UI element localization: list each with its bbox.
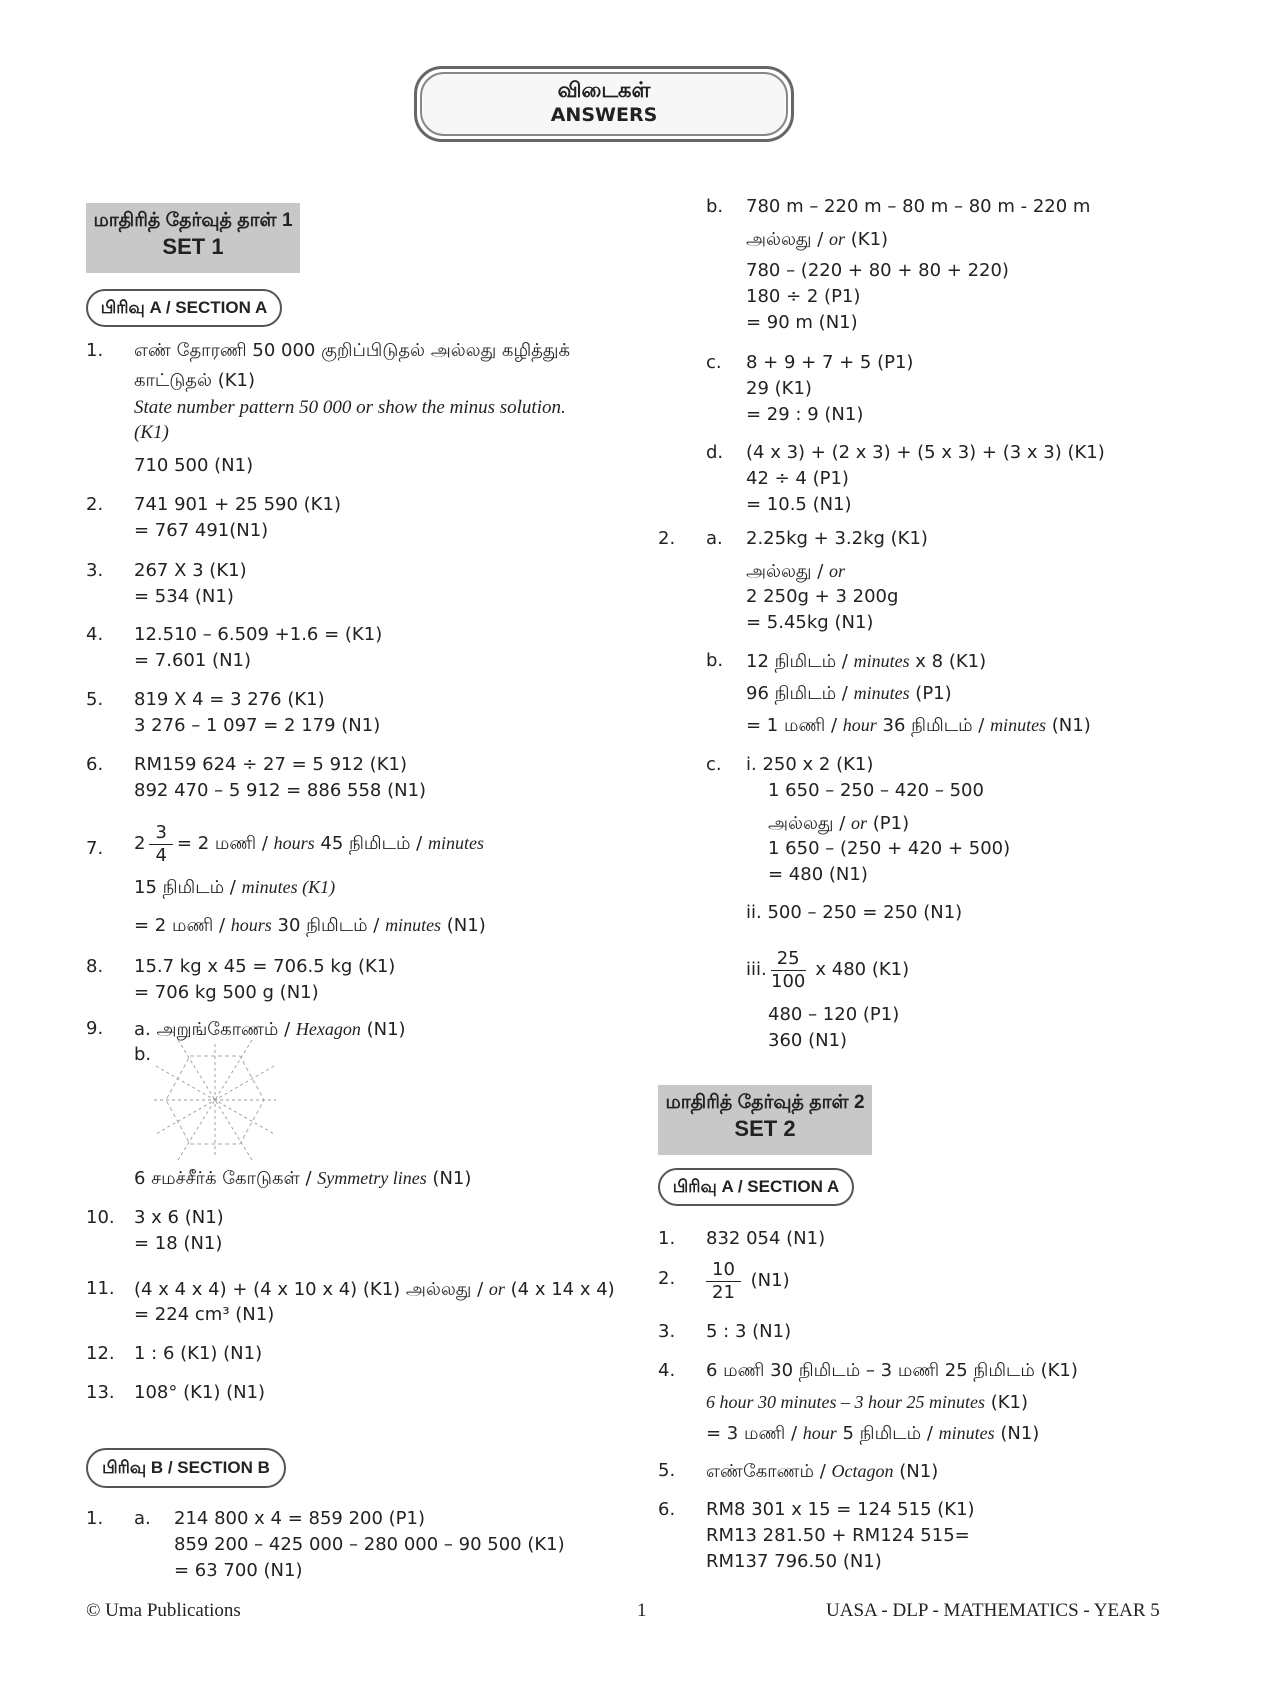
text: x 480 (K1) [815,959,910,980]
text: அல்லது / [768,813,852,834]
answer-line: 780 m – 220 m – 80 m – 80 m - 220 m [746,196,1091,217]
text: minutes [853,683,910,703]
answer-line [706,1391,1028,1414]
text: (N1) [1046,715,1091,736]
text: (K1) [845,229,889,250]
answer-line: 360 (N1) [768,1030,848,1051]
text: = 3 மணி / [706,1423,803,1444]
set2-title: SET 2 [734,1116,796,1141]
answer-line: 5 : 3 (N1) [706,1321,792,1342]
answer-line [746,682,952,705]
question-number: 1. [86,1508,104,1529]
answer-line: 2 250g + 3 200g [746,586,899,607]
text: = 1 மணி / [746,715,843,736]
answer-line: 214 800 x 4 = 859 200 (P1) [174,1508,426,1529]
question-number: 4. [658,1360,676,1381]
footer-publisher: © Uma Publications [86,1600,241,1621]
fraction [149,822,172,867]
answer-line [134,1278,615,1301]
question-number: 3. [86,560,104,581]
set1-heading [86,203,300,273]
answer-line: 108° (K1) (N1) [134,1382,266,1403]
sub-question-label: b. [706,650,724,671]
text: minutes [385,915,442,935]
answer-line: 2.25kg + 3.2kg (K1) [746,528,928,549]
answer-line: = 5.45kg (N1) [746,612,874,633]
set1-section-b-label: பிரிவு B / SECTION B [86,1448,286,1488]
text: minutes [938,1423,995,1443]
answer-line [746,228,888,251]
text: or [488,1279,505,1299]
answer-line: 1 650 – (250 + 420 + 500) [768,838,1011,859]
text: hour [802,1423,837,1443]
answer-line: RM13 281.50 + RM124 515= [706,1525,970,1546]
answer-line: 819 X 4 = 3 276 (K1) [134,689,325,710]
answer-line [746,944,909,996]
text: hours [230,915,272,935]
set1-title: SET 1 [162,234,224,259]
answer-line: ii. 500 – 250 = 250 (N1) [746,902,963,923]
answer-line: 3 x 6 (N1) [134,1207,224,1228]
text: (N1) [426,1168,472,1189]
answer-line: RM8 301 x 15 = 124 515 (K1) [706,1499,975,1520]
question-number: 7. [86,838,104,859]
set2-section-a-label: பிரிவு A / SECTION A [658,1168,854,1206]
answer-line: = 224 cm³ (N1) [134,1304,275,1325]
answer-line [702,1256,790,1306]
answer-line: 29 (K1) [746,378,812,399]
text: (N1) [750,1270,790,1291]
text: (P1) [909,683,952,704]
answer-line: 741 901 + 25 590 (K1) [134,494,341,515]
text: hours [273,833,315,853]
answer-line: 859 200 – 425 000 – 280 000 – 90 500 (K1) [174,1534,565,1555]
text: or [829,561,846,581]
hexagon-symmetry-diagram [150,1040,280,1160]
answer-line [134,914,486,937]
page-number: 1 [637,1600,647,1621]
sub-question-label: d. [706,442,724,463]
question-number: 6. [658,1499,676,1520]
answer-line: 1 650 – 250 – 420 – 500 [768,780,984,801]
text: x 8 (K1) [909,651,987,672]
page-title: ANSWERS [550,104,658,126]
question-number: 10. [86,1207,115,1228]
mixed-number-whole: 2 [134,833,146,854]
answer-line: 42 ÷ 4 (P1) [746,468,849,489]
text: = 2 மணி / [134,915,231,936]
answer-line: = 534 (N1) [134,586,234,607]
question-number: 2. [658,1268,676,1289]
text: (K1) [985,1392,1029,1413]
text: (4 x 14 x 4) [504,1279,615,1300]
fraction [771,948,806,993]
answer-line [134,818,484,868]
text: எண்கோணம் / [706,1461,832,1482]
text: minutes (K1) [241,877,336,897]
text: 96 நிமிடம் / [746,683,854,704]
text: minutes [990,715,1047,735]
text: 15 நிமிடம் / [134,877,242,898]
question-number: 5. [86,689,104,710]
text: minutes [427,833,484,853]
question-number: 9. [86,1018,104,1039]
answer-line: RM159 624 ÷ 27 = 5 912 (K1) [134,754,407,775]
fraction [706,1259,741,1304]
set1-title-tamil: மாதிரித் தேர்வுத் தாள் 1 [93,210,293,231]
answer-line: 480 – 120 (P1) [768,1004,900,1025]
set2-title-tamil: மாதிரித் தேர்வுத் தாள் 2 [665,1092,865,1113]
question-number: 13. [86,1382,115,1403]
fraction-denominator: 100 [771,970,806,992]
text: 45 நிமிடம் / [314,833,428,854]
text: (N1) [994,1423,1040,1444]
answer-line [706,1422,1039,1445]
answer-line: 12.510 – 6.509 +1.6 = (K1) [134,624,383,645]
text: (N1) [360,1019,406,1040]
text: a. அறுங்கோணம் / [134,1019,296,1040]
text: hour [842,715,877,735]
answer-line: = 63 700 (N1) [174,1560,303,1581]
answer-line: RM137 796.50 (N1) [706,1551,882,1572]
answer-line: = 90 m (N1) [746,312,858,333]
question-number: 5. [658,1460,676,1481]
question-number: 3. [658,1321,676,1342]
answer-line [746,650,986,673]
answer-line: 832 054 (N1) [706,1228,826,1249]
answer-line: = 18 (N1) [134,1233,223,1254]
answer-line: 710 500 (N1) [134,455,254,476]
answer-line: State number pattern 50 000 or show the minus solution. [134,397,566,418]
text: அல்லது / [746,229,830,250]
answer-line [134,876,335,899]
text: Octagon [831,1461,894,1481]
answer-line: = 767 491(N1) [134,520,269,541]
text: (P1) [867,813,910,834]
text: 5 நிமிடம் / [836,1423,939,1444]
answer-line: 6 மணி 30 நிமிடம் – 3 மணி 25 நிமிடம் (K1) [706,1360,1078,1381]
text: Hexagon [295,1019,361,1039]
text: iii. [746,959,767,980]
question-number: 8. [86,956,104,977]
sub-question-label: c. [706,352,722,373]
set2-heading [658,1085,872,1155]
answer-line [134,1167,471,1190]
sub-question-label: b. [706,196,724,217]
answer-line: 267 X 3 (K1) [134,560,247,581]
answer-line [706,1460,938,1483]
footer-title: UASA - DLP - MATHEMATICS - YEAR 5 [826,1600,1160,1621]
text: (N1) [893,1461,939,1482]
text: minutes [853,651,910,671]
answer-line [768,812,909,835]
answer-line [746,560,845,583]
answer-line: எண் தோரணி 50 000 குறிப்பிடுதல் அல்லது கழித்துக் [134,340,571,361]
answer-line: காட்டுதல் (K1) [134,370,255,391]
text: or [851,813,868,833]
question-number: 2. [86,494,104,515]
question-number: 11. [86,1278,115,1299]
answer-line [746,714,1091,737]
fraction-denominator: 4 [155,844,167,866]
answer-line: (K1) [134,422,169,443]
fraction-denominator: 21 [712,1281,735,1303]
answer-line: b. [134,1044,152,1065]
text: 6 சமச்சீர்க் கோடுகள் / [134,1168,318,1189]
question-number: 4. [86,624,104,645]
answer-line: 3 276 – 1 097 = 2 179 (N1) [134,715,381,736]
answer-line: (4 x 3) + (2 x 3) + (5 x 3) + (3 x 3) (K1) [746,442,1105,463]
answer-line: = 7.601 (N1) [134,650,252,671]
text: or [829,229,846,249]
fraction-numerator: 3 [149,822,172,845]
text: 6 hour 30 minutes – 3 hour 25 minutes [706,1392,985,1412]
sub-question-label: c. [706,754,722,775]
answer-line: 892 470 – 5 912 = 886 558 (N1) [134,780,427,801]
question-number: 2. [658,528,676,549]
question-number: 6. [86,754,104,775]
answer-line: 15.7 kg x 45 = 706.5 kg (K1) [134,956,396,977]
answer-line: 1 : 6 (K1) (N1) [134,1343,263,1364]
answer-line: 8 + 9 + 7 + 5 (P1) [746,352,914,373]
answer-line: = 480 (N1) [768,864,868,885]
answer-line: 180 ÷ 2 (P1) [746,286,861,307]
sub-question-label: a. [706,528,723,549]
answer-line: = 10.5 (N1) [746,494,852,515]
text: = 2 மணி / [176,833,274,854]
fraction-numerator: 10 [706,1259,741,1282]
answer-line: 780 – (220 + 80 + 80 + 220) [746,260,1009,281]
fraction-numerator: 25 [771,948,806,971]
question-number: 1. [658,1228,676,1249]
text: 30 நிமிடம் / [271,915,386,936]
answer-line: = 706 kg 500 g (N1) [134,982,319,1003]
sub-question-label: a. [134,1508,151,1529]
text: அல்லது / [746,561,830,582]
question-number: 12. [86,1343,115,1364]
text: (N1) [441,915,486,936]
set1-section-a-label: பிரிவு A / SECTION A [86,289,282,327]
text: 12 நிமிடம் / [746,651,854,672]
text: Symmetry lines [317,1168,427,1188]
text: 36 நிமிடம் / [876,715,991,736]
answer-line: = 29 : 9 (N1) [746,404,864,425]
page-title-tamil: விடைகள் [557,78,651,102]
text: (4 x 4 x 4) + (4 x 10 x 4) (K1) அல்லது / [134,1279,489,1300]
question-number: 1. [86,340,104,361]
answer-line [134,1018,406,1041]
answer-line: i. 250 x 2 (K1) [746,754,874,775]
